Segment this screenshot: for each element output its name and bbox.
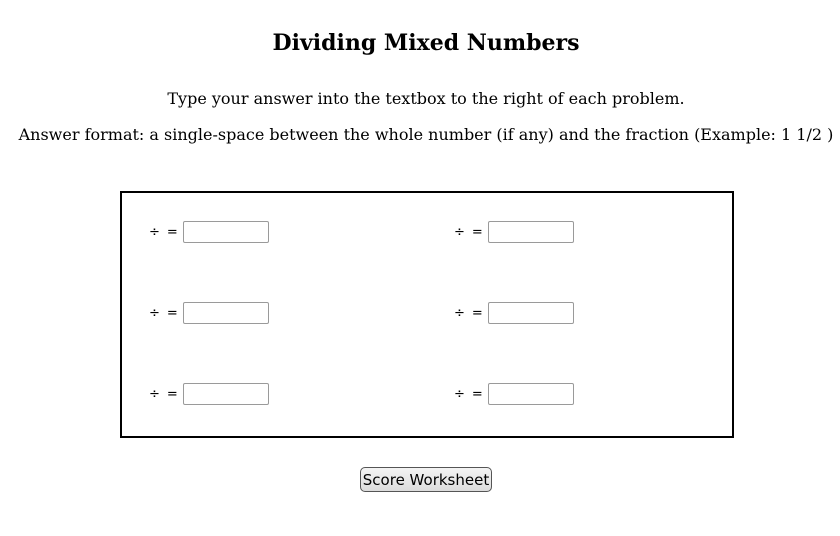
page-title: Dividing Mixed Numbers — [272, 30, 580, 56]
answer-input-3[interactable] — [183, 302, 269, 324]
divide-sign: ÷ — [149, 386, 160, 402]
divide-sign: ÷ — [454, 224, 465, 240]
answer-input-4[interactable] — [488, 302, 574, 324]
answer-input-2[interactable] — [488, 221, 574, 243]
problem-3 — [149, 302, 269, 324]
worksheet-box — [120, 191, 734, 438]
divide-sign: ÷ — [149, 224, 160, 240]
score-worksheet-button[interactable]: Score Worksheet — [360, 467, 492, 492]
divide-sign: ÷ — [149, 305, 160, 321]
answer-input-6[interactable] — [488, 383, 574, 405]
equals-sign: = — [166, 386, 178, 402]
divide-sign: ÷ — [454, 305, 465, 321]
answer-input-5[interactable] — [183, 383, 269, 405]
problem-5 — [149, 383, 269, 405]
equals-sign: = — [471, 305, 483, 321]
equals-sign: = — [166, 224, 178, 240]
problem-2 — [454, 221, 574, 243]
equals-sign: = — [166, 305, 178, 321]
equals-sign: = — [471, 224, 483, 240]
instruction-text: Type your answer into the textbox to the right of each problem. — [167, 89, 685, 108]
problem-4 — [454, 302, 574, 324]
problem-6 — [454, 383, 574, 405]
answer-input-1[interactable] — [183, 221, 269, 243]
equals-sign: = — [471, 386, 483, 402]
answer-format-text: Answer format: a single-space between the whole number (if any) and the fraction (Example: 1 1/2 ) — [18, 125, 834, 144]
divide-sign: ÷ — [454, 386, 465, 402]
problem-1 — [149, 221, 269, 243]
